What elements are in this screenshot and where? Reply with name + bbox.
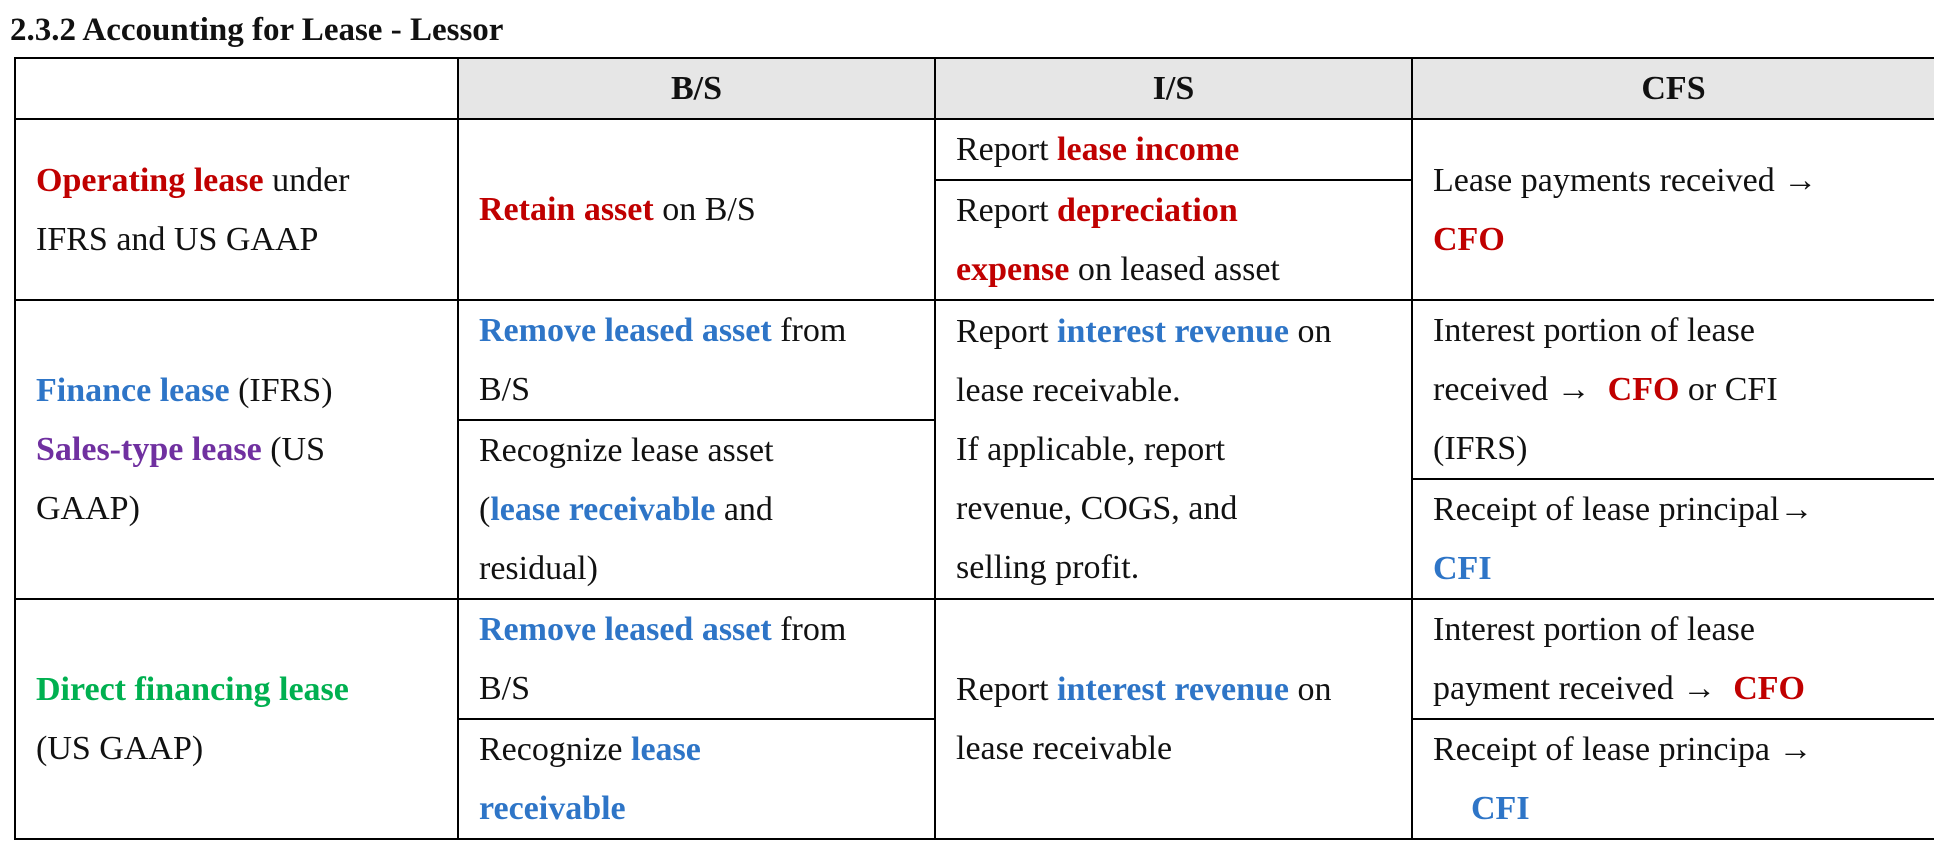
arrow-icon: → [1779,491,1814,528]
finance-lease-label: Finance lease (IFRS) Sales-type lease (US GAAP) [15,300,458,599]
direct-bs-cell-2: Recognize lease receivable [458,719,935,839]
direct-cfs-cell-1: Interest portion of lease payment received → CFO [1412,599,1934,719]
operating-is-cell-2: Report depreciation expense on leased asset [935,180,1412,300]
arrow-icon: → [1682,670,1717,707]
direct-lease-label: Direct financing lease (US GAAP) [15,599,458,839]
operating-is-cell-1: Report lease income [935,119,1412,180]
arrow-icon: → [1783,161,1818,199]
bottom-divider [14,838,1934,840]
operating-lease-label: Operating lease under IFRS and US GAAP [15,119,458,300]
column-header-bs: B/S [458,58,935,119]
lessor-lease-table [14,57,1934,840]
operating-bs-cell: Retain asset on B/S [458,119,935,300]
finance-bs-cell-2: Recognize lease asset (lease receivable and residual) [458,420,935,599]
operating-cfs-cell: Lease payments received → CFO [1412,119,1934,300]
finance-cfs-cell-1: Interest portion of lease received → CFO or CFI (IFRS) [1412,300,1934,479]
table-row-operating [15,119,1934,180]
column-header-is: I/S [935,58,1412,119]
finance-is-cell: Report interest revenue on lease receivable. If applicable, report revenue, COGS, and selling profit. [935,300,1412,599]
finance-cfs-cell-2: Receipt of lease principal→ CFI [1412,479,1934,599]
page-title: 2.3.2 Accounting for Lease - Lessor [10,12,504,48]
arrow-icon: → [1556,371,1591,408]
column-header-cfs: CFS [1412,58,1934,119]
finance-bs-cell-1: Remove leased asset from B/S [458,300,935,420]
direct-bs-cell-1: Remove leased asset from B/S [458,599,935,719]
header-row [15,58,1934,119]
header-corner [15,58,458,119]
table-row-direct [15,599,1934,719]
table-row-finance [15,300,1934,420]
direct-is-cell: Report interest revenue on lease receivable [935,599,1412,839]
arrow-icon: → [1778,731,1813,768]
direct-cfs-cell-2: Receipt of lease principa → CFI [1412,719,1934,839]
